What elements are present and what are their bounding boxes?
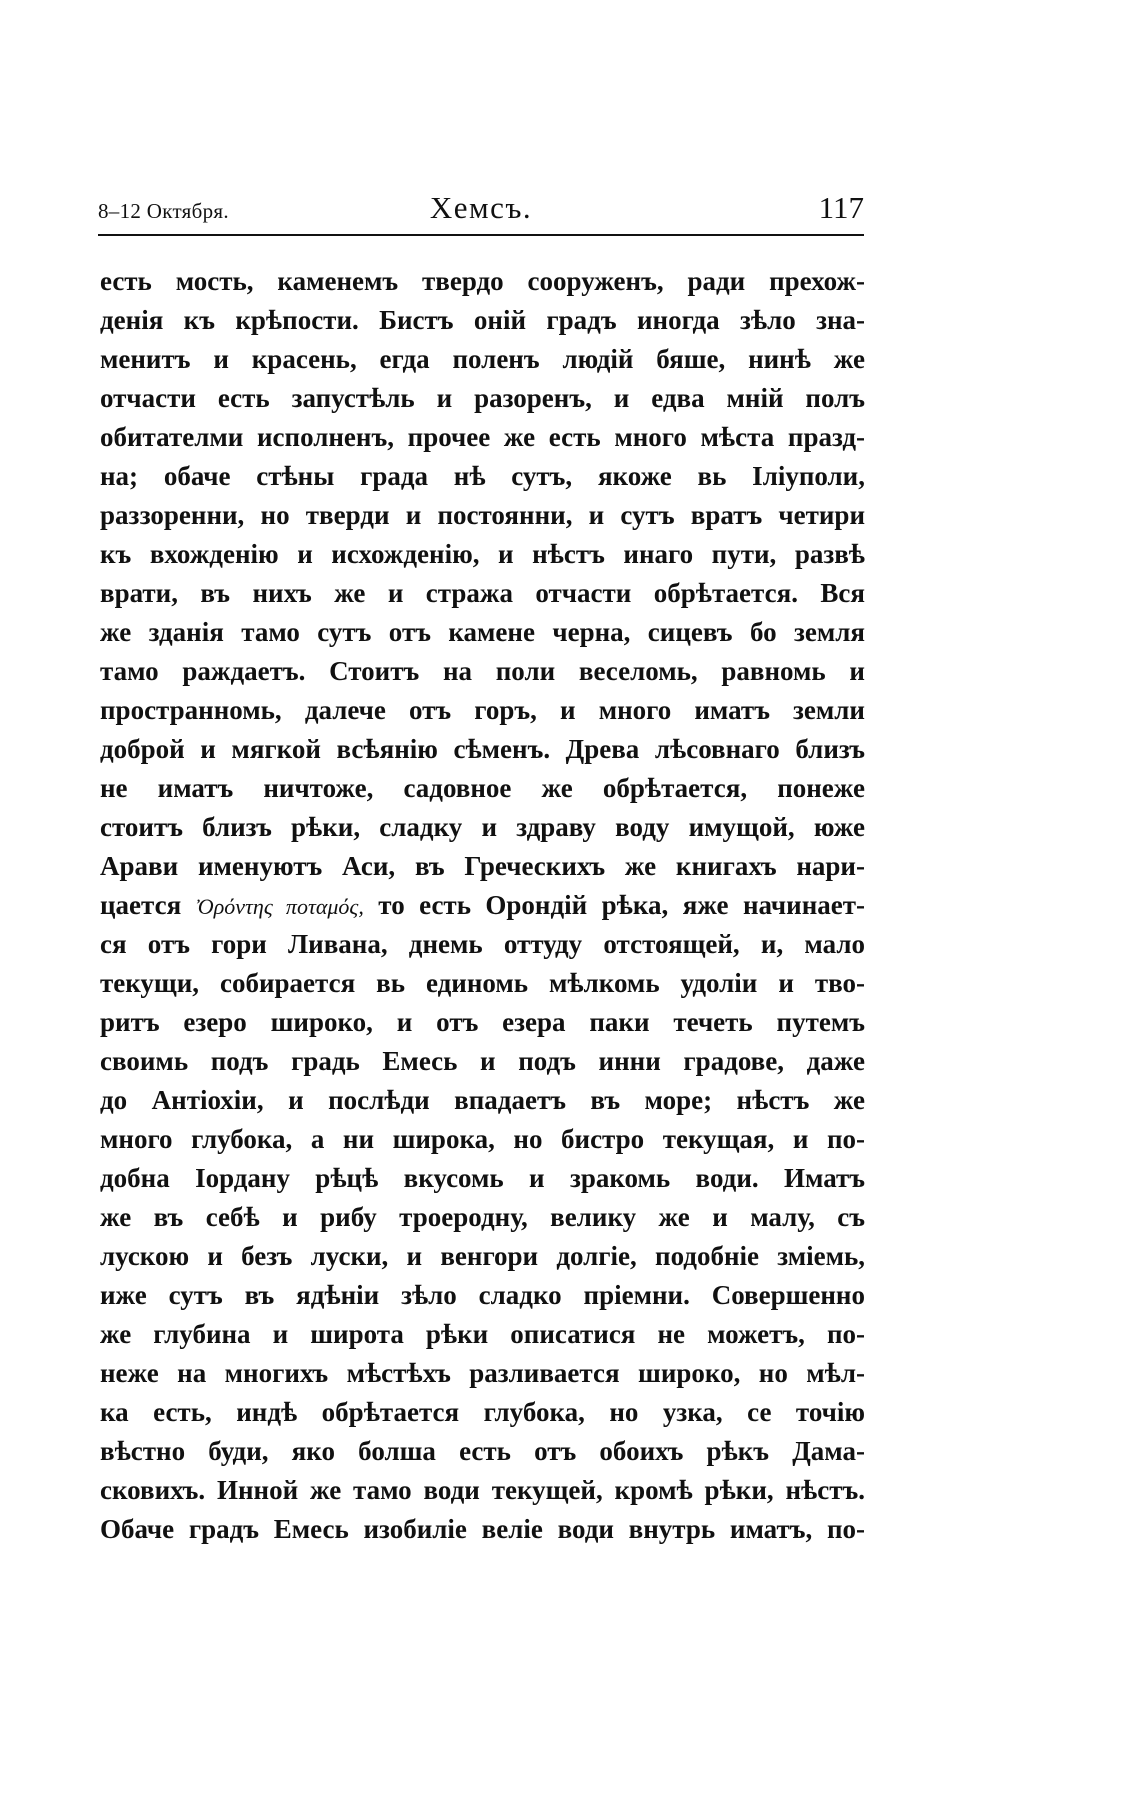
text-line: же въ себѣ и рибу троеродну, велику же и малу, съ (100, 1202, 865, 1232)
greek-phrase: Ὀρόντης ποταμός, (195, 894, 364, 919)
text-line: есть мость, каменемъ твердо сооруженъ, ради прехож- (100, 266, 865, 296)
text-line: вѣстно буди, яко болша есть отъ обоихъ рѣкъ Дама- (100, 1436, 865, 1466)
text-line: ка есть, индѣ обрѣтается глубока, но узка, се точію (100, 1397, 865, 1427)
text-line: не иматъ ничтоже, садовное же обрѣтается, понеже (100, 773, 865, 803)
text-line: добна Іордану рѣцѣ вкусомь и зракомь води. Иматъ (100, 1163, 865, 1193)
header-rule (98, 234, 864, 236)
greek-suffix: то есть Орондій рѣка, яже начинает- (363, 890, 865, 920)
text-line: лускою и безъ луски, и венгори долгіе, подобніе зміемь, (100, 1241, 865, 1271)
text-line: стоитъ близъ рѣки, сладку и здраву воду имущой, юже (100, 812, 865, 842)
text-line: много глубока, а ни широка, но бистро текущая, и по- (100, 1124, 865, 1154)
text-line: раззоренни, но тверди и постоянни, и сутъ вратъ четири (100, 500, 865, 530)
text-line: ритъ езеро широко, и отъ езера паки течеть путемъ (100, 1007, 865, 1037)
text-line: своимь подъ градь Емесь и подъ инни градове, даже (100, 1046, 865, 1076)
text-line: на; обаче стѣны града нѣ сутъ, якоже вь Іліуполи, (100, 461, 865, 491)
page-number: 117 (818, 190, 864, 225)
text-line: ся отъ гори Ливана, днемь оттуду отстоящей, и, мало (100, 929, 865, 959)
header-date-range: 8–12 Октября. (98, 199, 229, 223)
text-line: неже на многихъ мѣстѣхъ разливается широко, но мѣл- (100, 1358, 865, 1388)
text-line: текущи, собирается вь единомь мѣлкомь удоліи и тво- (100, 968, 865, 998)
text-line: доброй и мягкой всѣянію сѣменъ. Древа лѣсовнаго близъ (100, 734, 865, 764)
text-line: сковихъ. Инной же тамо води текущей, кромѣ рѣки, нѣстъ. (100, 1475, 865, 1505)
text-line: къ вхожденію и исхожденію, и нѣстъ инаго пути, развѣ (100, 539, 865, 569)
body-text (100, 262, 865, 1549)
text-line: пространномь, далече отъ горъ, и много иматъ земли (100, 695, 865, 725)
text-line: до Антіохіи, и послѣди впадаетъ въ море; нѣстъ же (100, 1085, 865, 1115)
text-line: тамо раждаетъ. Стоитъ на поли веселомь, равномь и (100, 656, 865, 686)
text-line: отчасти есть запустѣль и разоренъ, и едва мній полъ (100, 383, 865, 413)
text-line-with-greek (100, 886, 865, 925)
text-line: же зданія тамо сутъ отъ камене черна, сицевъ бо земля (100, 617, 865, 647)
greek-prefix: цается (100, 890, 196, 920)
text-line: Обаче градъ Емесь изобиліе веліе води внутрь иматъ, по- (100, 1514, 865, 1544)
text-line: обитателми исполненъ, прочее же есть много мѣста празд- (100, 422, 865, 452)
text-line: врати, въ нихъ же и стража отчасти обрѣтается. Вся (100, 578, 865, 608)
text-line: менитъ и красень, егда поленъ людій бяше, нинѣ же (100, 344, 865, 374)
text-line: денія къ крѣпости. Бистъ оній градъ иногда зѣло зна- (100, 305, 865, 335)
text-line: Арави именуютъ Аси, въ Греческихъ же книгахъ нари- (100, 851, 865, 881)
running-header (98, 190, 864, 230)
header-title: Хемсъ. (429, 190, 533, 225)
text-line: иже сутъ въ ядѣніи зѣло сладко пріемни. Совершенно (100, 1280, 865, 1310)
text-line: же глубина и широта рѣки описатися не можетъ, по- (100, 1319, 865, 1349)
